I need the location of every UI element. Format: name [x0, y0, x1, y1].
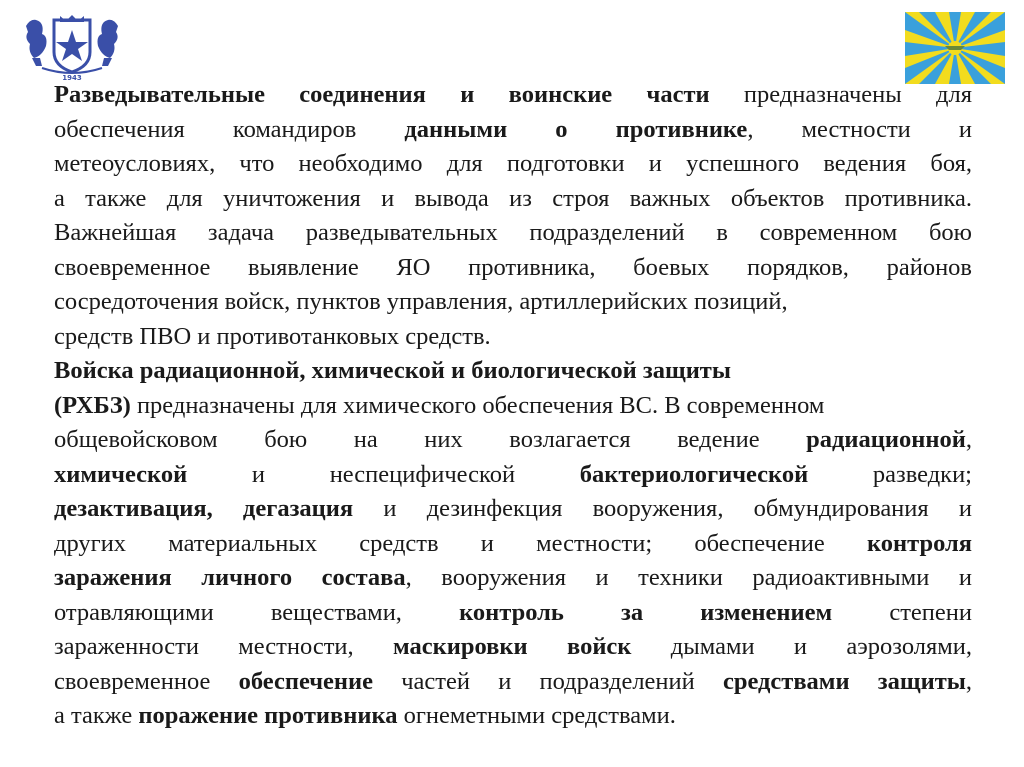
star-shape	[56, 30, 88, 61]
bold-text-segment: (РХБЗ)	[54, 391, 131, 419]
bold-text-segment: Войска радиационной, химической и биологической защиты	[54, 357, 731, 384]
bold-text-segment: контроль за изменением	[459, 598, 833, 626]
text-line	[54, 458, 972, 493]
text-segment: , местности и	[747, 115, 972, 143]
text-segment: степени	[832, 598, 972, 626]
text-line	[54, 182, 972, 217]
bold-text-segment: обеспечение	[238, 667, 374, 695]
text-line	[54, 492, 972, 527]
text-line	[54, 527, 972, 562]
university-emblem-logo	[22, 12, 122, 82]
left-lion-shape	[26, 20, 47, 58]
text-segment: частей и подразделений	[373, 667, 723, 695]
text-segment: общевойсковом бою на них возлагается ведение	[54, 426, 807, 453]
text-line	[54, 251, 972, 286]
text-line	[54, 596, 972, 631]
text-segment: и неспецифической	[187, 460, 580, 488]
text-segment: своевременное выявление ЯО противника, боевых порядков, районов	[54, 253, 972, 281]
text-line	[54, 561, 972, 596]
bold-text-segment: радиационной	[806, 426, 966, 453]
text-segment: , вооружения и техники радиоактивными и	[405, 564, 973, 591]
text-segment: разведки;	[808, 460, 972, 488]
bold-text-segment: маскировки войск	[393, 633, 632, 660]
text-segment: средств ПВО и противотанковых средств.	[54, 322, 491, 350]
text-segment: обеспечения командиров	[54, 115, 405, 143]
text-segment: других материальных средств и местности; обеспечение	[54, 529, 867, 557]
right-lion-shape	[98, 20, 119, 58]
right-lion-leg	[102, 58, 112, 66]
text-line	[54, 113, 972, 148]
text-line	[54, 285, 972, 320]
text-line	[54, 423, 972, 458]
text-line	[54, 699, 972, 734]
text-segment: ,	[965, 667, 972, 695]
bold-text-segment: контроля	[866, 529, 972, 557]
text-segment: сосредоточения войск, пунктов управления, артиллерийских позиций,	[54, 288, 788, 315]
text-line	[54, 147, 972, 182]
text-segment: ,	[965, 426, 972, 453]
logo-year: 1943	[62, 74, 82, 82]
bold-text-segment: данными о противнике	[404, 115, 748, 143]
text-segment: огнеметными средствами.	[397, 702, 676, 729]
text-line	[54, 320, 972, 355]
text-segment: предназначены для химического обеспечения ВС. В современном	[130, 391, 825, 419]
text-segment: своевременное	[54, 667, 239, 695]
text-segment: а также для уничтожения и вывода из строя важных объектов противника.	[54, 184, 972, 212]
text-line	[54, 354, 972, 389]
bold-text-segment: дезактивация, дегазация	[54, 495, 354, 522]
text-segment: и дезинфекция вооружения, обмундирования и	[353, 495, 972, 522]
text-line	[54, 665, 972, 700]
air-force-flag	[905, 12, 1005, 84]
bold-text-segment: химической	[54, 460, 188, 488]
bold-text-segment: Разведывательные соединения и воинские части	[54, 81, 710, 108]
text-segment: метеоусловиях, что необходимо для подготовки и успешного ведения боя,	[54, 150, 972, 177]
text-segment: предназначены для	[709, 81, 972, 108]
text-line	[54, 78, 972, 113]
bold-text-segment: заражения личного состава	[54, 564, 406, 591]
text-line	[54, 216, 972, 251]
text-line	[54, 630, 972, 665]
bold-text-segment: средствами защиты	[722, 667, 966, 695]
text-segment: дымами и аэрозолями,	[631, 633, 972, 660]
left-lion-leg	[32, 58, 42, 66]
text-segment: а также	[54, 702, 139, 729]
text-segment: отравляющими веществами,	[54, 598, 460, 626]
text-segment: Важнейшая задача разведывательных подразделений в современном бою	[54, 219, 972, 246]
main-text-body	[54, 78, 972, 734]
text-line	[54, 389, 972, 424]
bold-text-segment: бактериологической	[579, 460, 809, 488]
text-segment: зараженности местности,	[54, 633, 394, 660]
bold-text-segment: поражение противника	[138, 702, 398, 729]
